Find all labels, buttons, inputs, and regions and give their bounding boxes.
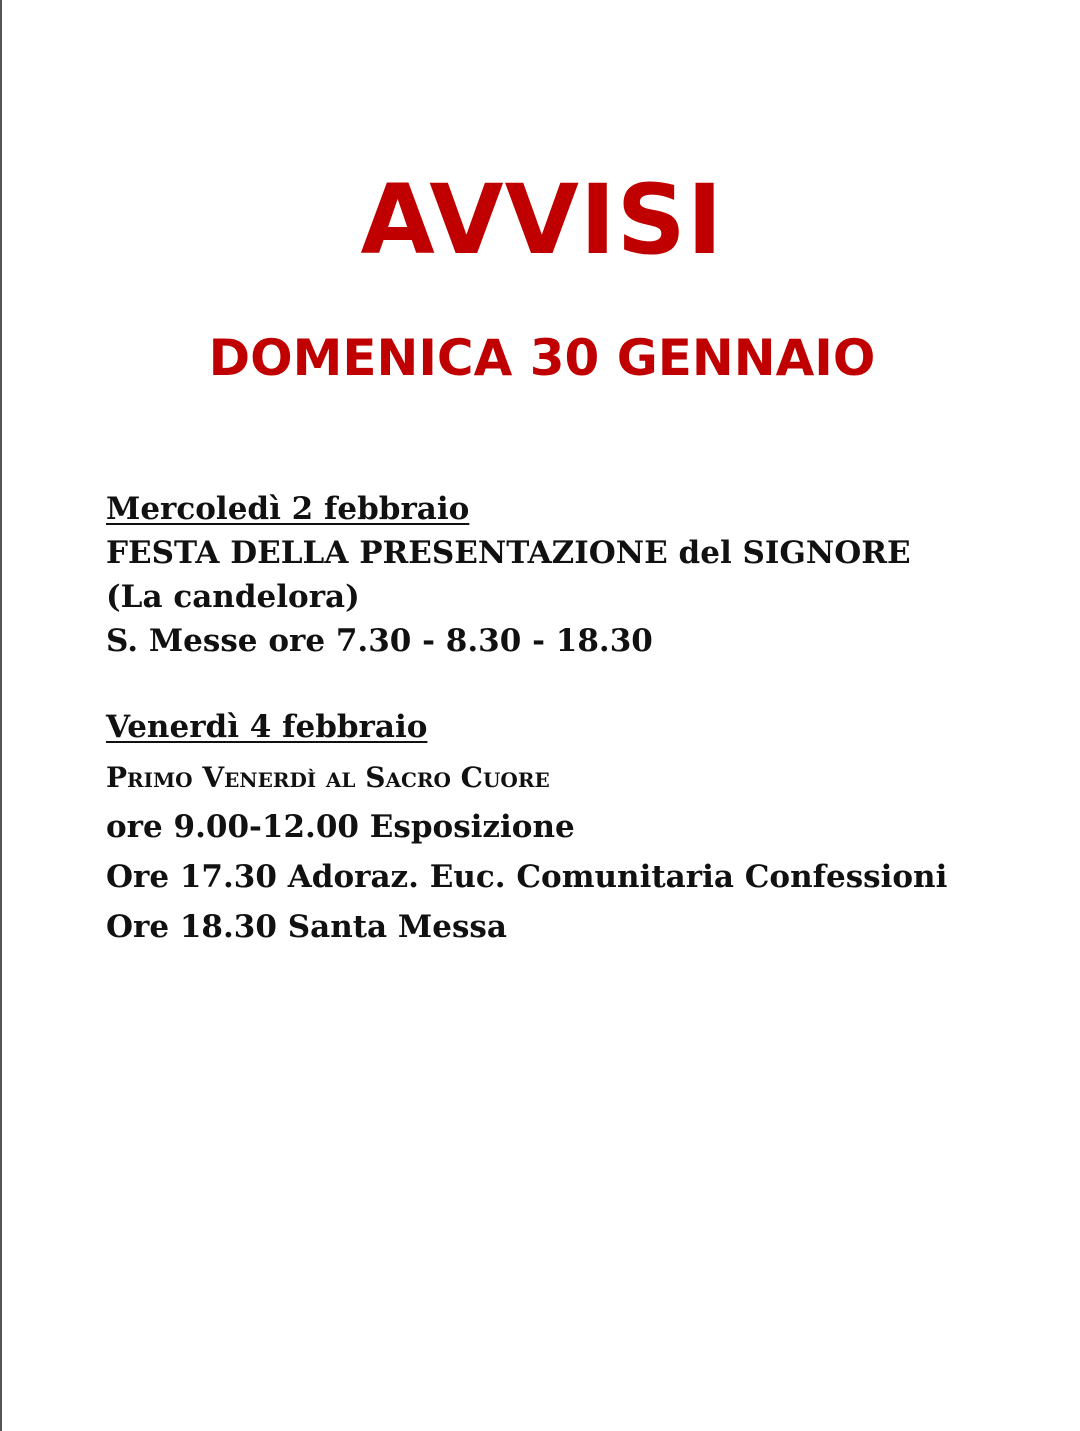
section2-exposition: ore 9.00-12.00 Esposizione — [106, 809, 575, 845]
section1-mass-times: S. Messe ore 7.30 - 8.30 - 18.30 — [106, 623, 653, 659]
page-subtitle: DOMENICA 30 GENNAIO — [208, 329, 876, 387]
section2-date: Venerdì 4 febbraio — [106, 709, 428, 745]
section1-event-title: FESTA DELLA PRESENTAZIONE del SIGNORE — [106, 535, 911, 571]
section2-adoration: Ore 17.30 Adoraz. Euc. Comunitaria Confessioni — [106, 859, 948, 895]
section2-event-title: Primo Venerdì al Sacro Cuore — [106, 761, 550, 794]
page-title: AVVISI — [360, 164, 724, 276]
section1-event-note: (La candelora) — [106, 579, 360, 615]
section2-mass: Ore 18.30 Santa Messa — [106, 909, 507, 945]
section1-date: Mercoledì 2 febbraio — [106, 491, 470, 527]
